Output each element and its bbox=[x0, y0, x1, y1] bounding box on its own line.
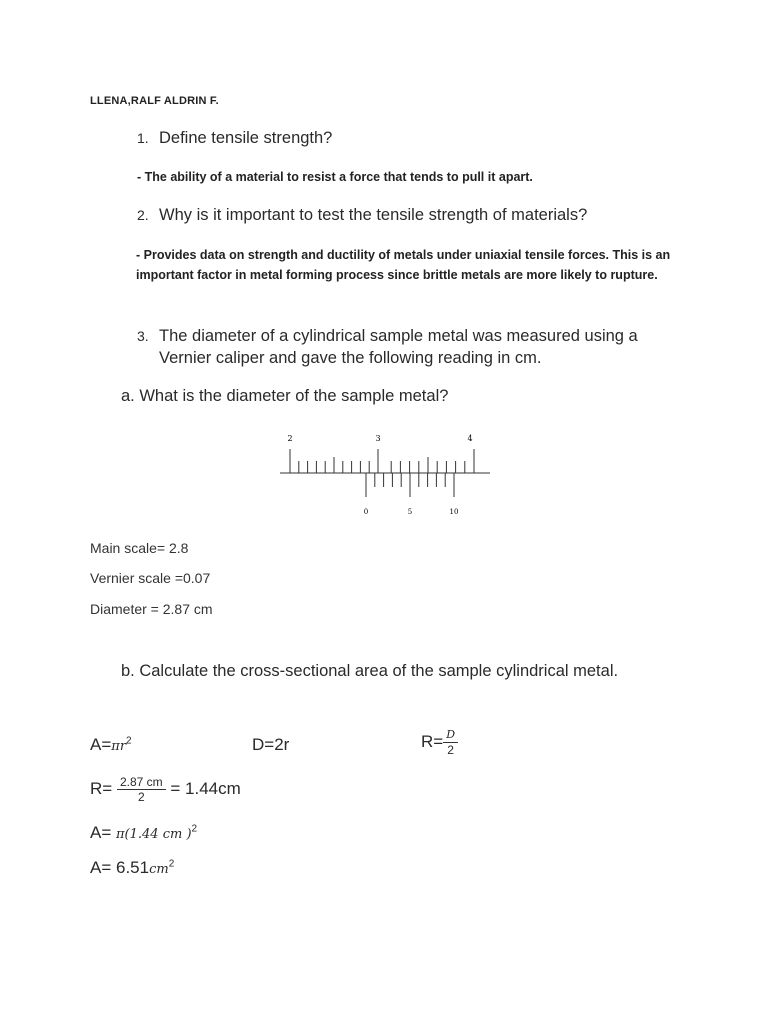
area-value: A= 6.51 bbox=[90, 858, 150, 877]
radius-symbol: r bbox=[119, 739, 127, 754]
main-scale-reading: Main scale= 2.8 bbox=[90, 540, 189, 556]
question-number: 2. bbox=[137, 207, 149, 223]
question-text-line-2: Vernier caliper and gave the following reading in cm. bbox=[159, 349, 542, 367]
main-scale-label: 3 bbox=[375, 434, 381, 443]
exponent: 2 bbox=[168, 858, 175, 870]
part-b-question: b. Calculate the cross-sectional area of the sample cylindrical metal. bbox=[121, 662, 619, 680]
vernier-scale-label: 10 bbox=[449, 508, 459, 516]
formula-prefix: R= bbox=[90, 778, 113, 798]
vernier-scale-diagram bbox=[270, 425, 500, 520]
radius-calculation bbox=[90, 775, 241, 804]
question-3 bbox=[137, 325, 638, 369]
main-scale-label: 4 bbox=[467, 434, 473, 443]
area-substitution bbox=[90, 823, 197, 843]
author-name: LLENA,RALF ALDRIN F. bbox=[90, 95, 219, 107]
question-text: Define tensile strength? bbox=[159, 129, 333, 147]
numerator: D bbox=[443, 728, 458, 743]
main-scale-ticks bbox=[290, 449, 474, 473]
numerator: 2.87 cm bbox=[117, 775, 166, 790]
denominator: 2 bbox=[447, 743, 454, 757]
question-text: Why is it important to test the tensile strength of materials? bbox=[159, 206, 588, 224]
part-a-question: a. What is the diameter of the sample metal? bbox=[121, 387, 449, 405]
question-number: 3. bbox=[137, 328, 149, 344]
area-formula bbox=[90, 735, 132, 755]
answer-1: - The ability of a material to resist a force that tends to pull it apart. bbox=[137, 170, 533, 184]
formula-prefix: A= bbox=[90, 735, 112, 754]
main-scale-label: 2 bbox=[287, 434, 293, 443]
exponent: 2 bbox=[191, 823, 198, 835]
question-2 bbox=[137, 206, 587, 225]
answer-2: - Provides data on strength and ductility of metals under uniaxial tensile forces. This is an important factor in metal forming process since brittle metals are more likely to rupture. bbox=[136, 248, 671, 282]
formula-prefix: R= bbox=[421, 731, 444, 751]
fraction bbox=[443, 728, 458, 757]
vernier-scale-label: 0 bbox=[363, 508, 369, 516]
exponent: 2 bbox=[126, 735, 132, 747]
diameter-reading: Diameter = 2.87 cm bbox=[90, 601, 213, 617]
fraction bbox=[117, 775, 166, 804]
question-1 bbox=[137, 129, 332, 148]
formula-prefix: A= bbox=[90, 823, 112, 842]
question-number: 1. bbox=[137, 130, 149, 146]
question-text-line-1: The diameter of a cylindrical sample metal was measured using a bbox=[159, 327, 638, 345]
substitution-expression: π(1.44 cm ) bbox=[116, 827, 192, 842]
area-result bbox=[90, 858, 174, 878]
denominator: 2 bbox=[137, 790, 145, 804]
vernier-scale-ticks bbox=[366, 473, 454, 497]
pi-symbol: π bbox=[111, 739, 120, 754]
area-unit: cm bbox=[149, 862, 169, 877]
radius-result: = 1.44cm bbox=[170, 778, 241, 798]
vernier-scale-label: 5 bbox=[407, 508, 413, 516]
radius-formula bbox=[421, 728, 458, 757]
vernier-scale-reading: Vernier scale =0.07 bbox=[90, 570, 211, 586]
diameter-formula: D=2r bbox=[252, 735, 290, 754]
